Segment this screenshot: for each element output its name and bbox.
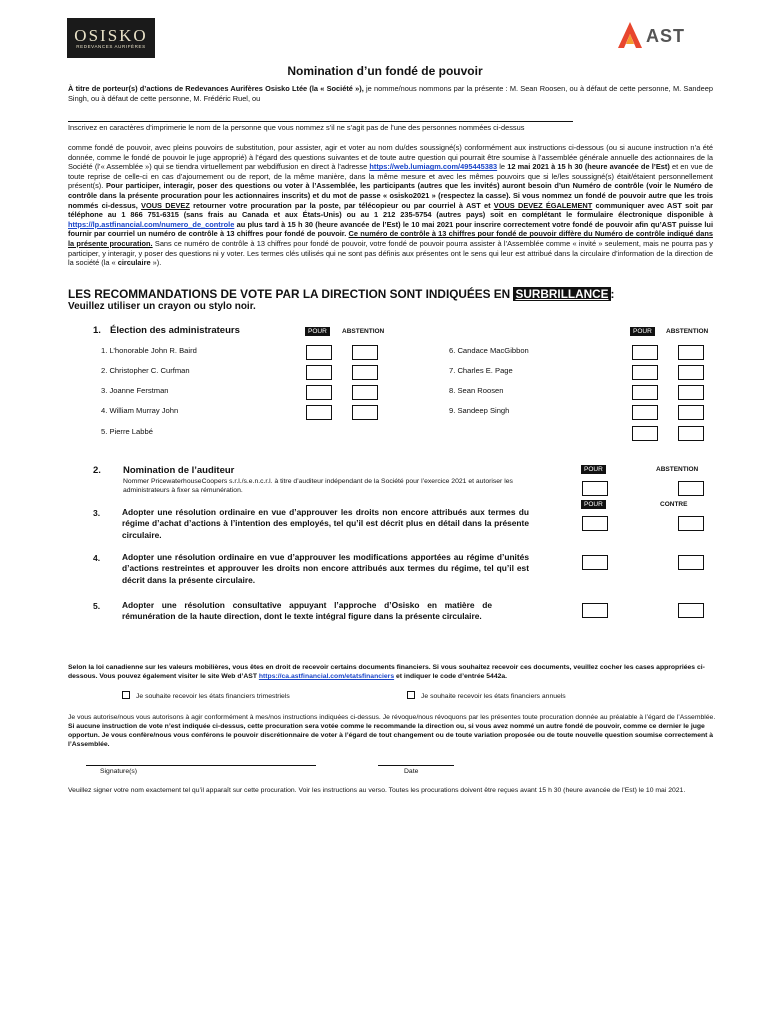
election-col-for-right: POUR <box>630 327 655 336</box>
vote-for-box-7[interactable] <box>632 365 658 380</box>
financials-link[interactable]: https://ca.astfinancial.com/etatsfinanciers <box>258 673 395 680</box>
body-text-7: au plus tard à 15 h 30 (heure avancée de l’Est) le 10 mai 2021 pour inscrire correctement votre fondé de pouvoir afin qu’AST puisse lui fournir par courriel un numéro de contrôle à 13 chiffres pour fondé de pouvoir. <box>68 219 713 239</box>
recommendations-heading-period: : <box>610 287 615 301</box>
vote-for-box-1[interactable] <box>306 345 332 360</box>
signature-label: Signature(s) <box>100 768 138 775</box>
resolution-3-number: 3. <box>93 508 101 518</box>
financials-text-a: Selon la loi canadienne sur les valeurs mobilières, vous êtes en droit de recevoir certains documents financiers. Si vous souhaitez recevoir ces documents, veuillez cocher les cases appropriées ci-dessous. Vous pouvez également visiter le site Web d’AST <box>68 664 705 680</box>
intro-rest: je nomme/nous nommons par la présente : M. Sean Roosen, ou à défaut de cette personne, M. Sandeep Singh, ou à défaut de cette personne, M. Frédéric Ruel, ou <box>68 84 713 103</box>
vote-for-box-4[interactable] <box>306 405 332 420</box>
election-col-abstain-right: ABSTENTION <box>666 328 709 335</box>
abstain-box-4[interactable] <box>352 405 378 420</box>
financials-text <box>68 663 716 681</box>
option-annual[interactable] <box>407 691 566 701</box>
osisko-logo-tagline: REDEVANCES AURIFÈRES <box>76 44 146 49</box>
abstain-box-5[interactable] <box>678 426 704 441</box>
election-title: Élection des administrateurs <box>110 325 240 336</box>
candidate-6: 6. Candace MacGibbon <box>449 346 529 355</box>
candidate-8: 8. Sean Roosen <box>449 386 504 395</box>
authorization-text <box>68 713 716 749</box>
auditor-text: Nommer PricewaterhouseCoopers s.r.l./s.e.n.c.r.l. à titre d’auditeur indépendant de la Société pour l’exercice 2021 et autoriser les administrateurs à fixer sa rémunération. <box>123 478 513 494</box>
resolution-3-for-box[interactable] <box>582 516 608 531</box>
resolution-4-number: 4. <box>93 553 101 563</box>
abstain-box-7[interactable] <box>678 365 704 380</box>
authorization-text-b: Si aucune instruction de vote n’est indiquée ci-dessus, cette procuration sera votée comme le recommande la direction ou, si vous avez nommé un autre fondé de pouvoir, comme ce dernier le juge opportun. Je vous confère/nous vous conférons le pouvoir discrétionnaire de voter à l’égard de tout changement ou de toute variation proposée ou de toute nouvelle question soumise correctement à l’Assemblée. <box>68 723 714 748</box>
abstain-box-2[interactable] <box>352 365 378 380</box>
resolution-5-for-box[interactable] <box>582 603 608 618</box>
vote-for-box-3[interactable] <box>306 385 332 400</box>
vote-for-box-6[interactable] <box>632 345 658 360</box>
ast-logo-name: AST <box>646 26 685 46</box>
signature-line[interactable] <box>86 765 316 766</box>
resolution-5-number: 5. <box>93 601 101 611</box>
vote-for-box-9[interactable] <box>632 405 658 420</box>
control-number-link[interactable]: https://lp.astfinancial.com/numero_de_controle <box>68 219 235 229</box>
intro-paragraph <box>68 84 713 103</box>
election-number: 1. <box>93 325 101 336</box>
body-text-5: retourner votre procuration par la poste, par télécopieur ou par courriel à AST et <box>189 200 494 210</box>
abstain-box-6[interactable] <box>678 345 704 360</box>
pen-instruction: Veuillez utiliser un crayon ou stylo noir. <box>68 301 256 312</box>
option-quarterly-label: Je souhaite recevoir les états financiers trimestriels <box>136 693 290 700</box>
resolution-4-against-box[interactable] <box>678 555 704 570</box>
body-text-5u: VOUS DEVEZ ÉGALEMENT <box>493 200 593 210</box>
auditor-number: 2. <box>93 465 101 476</box>
resolution-3-against-box[interactable] <box>678 516 704 531</box>
abstain-box-9[interactable] <box>678 405 704 420</box>
circular-term: circulaire <box>117 258 151 268</box>
resolutions-col-against: CONTRE <box>660 501 688 508</box>
election-col-for-left: POUR <box>305 327 330 336</box>
abstain-box-8[interactable] <box>678 385 704 400</box>
ast-logo-icon <box>616 20 644 50</box>
resolutions-col-for: POUR <box>581 500 606 509</box>
quarterly-checkbox[interactable] <box>122 691 130 699</box>
ast-logo <box>616 20 706 52</box>
body-text-9: »). <box>150 258 162 268</box>
body-text-1: comme fondé de pouvoir, avec pleins pouvoirs de substitution, pour assister, agir et voter au nom du/des soussigné(s) conformément aux instructions ci-dessous (ou si aucune instruction n’a été donnée, comme le fondé de pouvoir le juge approprié) à l’égard des questions suivantes et de toute autre question qui pourrait être soumise à l’assemblée générale annuelle des actionnaires de la Société (l’« Assemblée ») qui se tiendra virtuellement par webdiffusion en direct à l’adresse <box>68 143 713 172</box>
recommendations-heading-text: LES RECOMMANDATIONS DE VOTE PAR LA DIRECTION SONT INDIQUÉES EN <box>68 287 511 301</box>
meeting-date: 12 mai 2021 à 15 h 30 (heure avancée de l’Est) <box>507 162 670 172</box>
body-text-4u: VOUS DEVEZ <box>141 200 190 210</box>
auditor-col-for: POUR <box>581 465 606 474</box>
vote-for-box-2[interactable] <box>306 365 332 380</box>
recommendations-heading <box>68 287 614 301</box>
body-text-7u: Ce numéro de contrôle à 13 chiffres pour fondé de pouvoir diffère du Numéro de contrôle indiqué dans la présente procuration. <box>68 229 713 248</box>
auditor-col-abstain: ABSTENTION <box>656 466 699 473</box>
intro-lead: À titre de porteur(s) d’actions de Redevances Aurifères Osisko Ltée (la « Société »), <box>68 84 364 93</box>
option-annual-label: Je souhaite recevoir les états financiers annuels <box>421 693 566 700</box>
meeting-link[interactable]: https://web.lumiagm.com/495445383 <box>369 162 498 172</box>
highlight-word: SURBRILLANCE <box>515 287 609 301</box>
body-text-2: le <box>497 162 508 172</box>
auditor-abstain-box[interactable] <box>678 481 704 496</box>
resolution-3-text: Adopter une résolution ordinaire en vue d’approuver les droits non encore attribués aux termes du régime d’achat d’actions à l’intention des employés, tel qu’il est décrit plus en détail dans la présente circulaire. <box>122 507 529 540</box>
proxy-name-line[interactable] <box>68 121 573 122</box>
name-instruction: Inscrivez en caractères d’imprimerie le nom de la personne que vous nommez s’il ne s’agit pas de l’une des personnes nommées ci-dessus <box>68 123 525 132</box>
footer-text: Veuillez signer votre nom exactement tel qu’il apparaît sur cette procuration. Voir les instructions au verso. Toutes les procurations doivent être reçues avant 15 h 30 (heure avancée de l’Est) le 10 mai 2021. <box>68 787 686 794</box>
body-text-3: et en vue de toute reprise de celle-ci en cas d’ajournement ou de report, de la même manière, dans la même mesure et avec les mêmes pouvoirs que si le/les soussigné(s) était/étaient personnellement présent(s). <box>68 162 714 191</box>
date-line[interactable] <box>378 765 454 766</box>
resolution-4-text: Adopter une résolution ordinaire en vue d’approuver les modifications apportées au régime d’unités d’actions restreintes et approuver les droits non encore attribués aux termes du régime, tel qu’il est décrit dans la présente circulaire. <box>122 552 529 585</box>
vote-for-box-5[interactable] <box>632 426 658 441</box>
date-label: Date <box>404 768 419 775</box>
candidate-1: 1. L’honorable John R. Baird <box>101 346 197 355</box>
candidate-3: 3. Joanne Ferstman <box>101 386 169 395</box>
page-title: Nomination d’un fondé de pouvoir <box>287 64 483 78</box>
auditor-title: Nomination de l’auditeur <box>123 465 235 476</box>
body-text-6: communiquer avec AST soit par téléphone au 1 866 751-6315 (sans frais au Canada et aux États-Unis) ou au 1 212 235-5754 (autres pays) soit en complétant le formulaire électronique disponible à <box>68 200 713 220</box>
financials-text-b: et indiquer le code d’entrée 5442a. <box>394 673 508 680</box>
resolution-5-against-box[interactable] <box>678 603 704 618</box>
osisko-logo-name: OSISKO <box>74 26 148 45</box>
body-text-8: Sans ce numéro de contrôle à 13 chiffres pour fondé de pouvoir, votre fondé de pouvoir pourra assister à l’Assemblée comme « invité » seulement, mais ne pourra pas y participer, y interagir, y poser des questions ni y voter. Les termes clés utilisés qui ne sont pas définis aux présentes ont le sens qui leur est attribué dans la circulaire d’information de la direction de la société (la « <box>68 238 713 268</box>
annual-checkbox[interactable] <box>407 691 415 699</box>
resolution-4-for-box[interactable] <box>582 555 608 570</box>
candidate-4: 4. William Murray John <box>101 406 179 415</box>
candidate-5: 5. Pierre Labbé <box>101 427 153 436</box>
body-text-4: Pour participer, interagir, poser des questions ou voter à l’Assemblée, les participants (autres que les invités) auront besoin d’un Numéro de contrôle (voir le Numéro de contrôle dans la présente procuration pour les actionnaires inscrits) et du mot de passe « osisko2021 » (respectez la casse). Si vous nommez un fondé de pouvoir autre que les trois nommés ci-dessus, <box>68 181 713 210</box>
option-quarterly[interactable] <box>122 691 290 701</box>
candidate-7: 7. Charles E. Page <box>449 366 513 375</box>
vote-for-box-8[interactable] <box>632 385 658 400</box>
auditor-vote-for-box[interactable] <box>582 481 608 496</box>
candidate-2: 2. Christopher C. Curfman <box>101 366 190 375</box>
osisko-logo <box>67 18 155 58</box>
body-paragraph <box>68 143 713 268</box>
authorization-text-a: Je vous autorise/nous vous autorisons à agir conformément à mes/nos instructions indiquées ci-dessus. Je révoque/nous révoquons par les présentes toute procuration donnée au préalable à l’égard de l’Assemblée. <box>68 714 716 721</box>
abstain-box-3[interactable] <box>352 385 378 400</box>
resolution-5-text: Adopter une résolution consultative appuyant l’approche d’Osisko en matière de rémunération de la haute direction, dont le texte intégral figure dans la présente circulaire. <box>122 600 492 622</box>
abstain-box-1[interactable] <box>352 345 378 360</box>
candidate-9: 9. Sandeep Singh <box>449 406 510 415</box>
election-col-abstain-left: ABSTENTION <box>342 328 385 335</box>
